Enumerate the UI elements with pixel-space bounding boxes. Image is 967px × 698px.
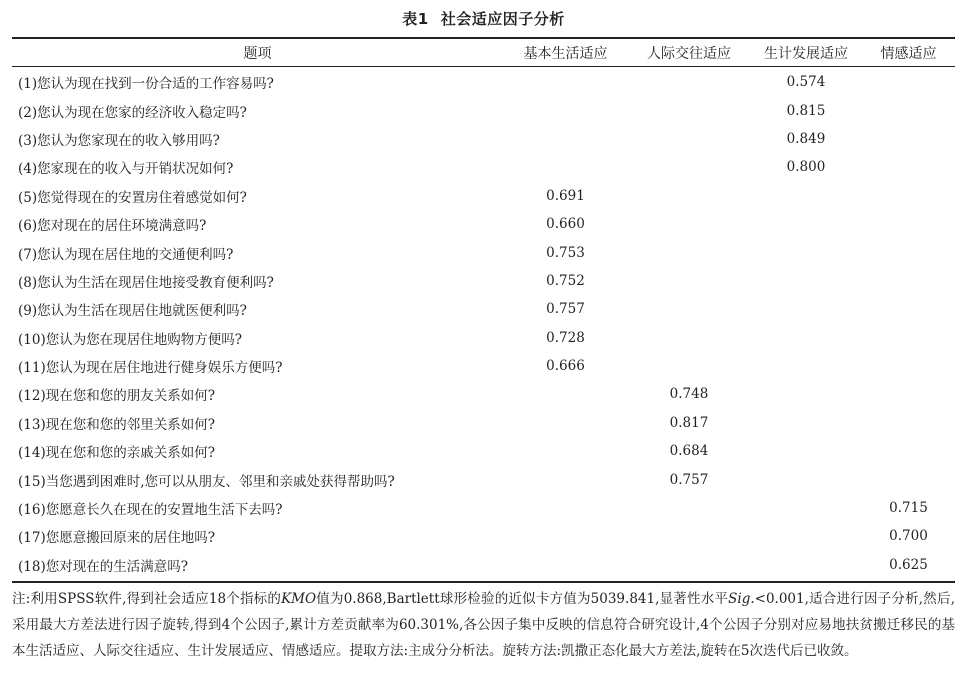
table-body bbox=[12, 66, 955, 579]
loading-cell bbox=[628, 494, 750, 522]
loading-cell: 0.800 bbox=[786, 159, 826, 176]
loading-cell bbox=[503, 125, 628, 153]
loading-cell bbox=[862, 324, 955, 352]
bottom-rule bbox=[12, 581, 955, 583]
loading-cell bbox=[750, 267, 862, 295]
loading-cell bbox=[628, 153, 750, 181]
loading-cell bbox=[628, 267, 750, 295]
loading-cell bbox=[750, 409, 862, 437]
table-header-row bbox=[12, 40, 955, 66]
column-header-emotional: 情感适应 bbox=[880, 46, 937, 62]
loading-cell bbox=[750, 522, 862, 550]
loading-cell bbox=[750, 295, 862, 323]
table-row bbox=[12, 380, 955, 408]
loading-cell bbox=[750, 238, 862, 266]
loading-cell: 0.815 bbox=[786, 102, 826, 119]
loading-cell bbox=[862, 380, 955, 408]
table-number: 表1 bbox=[402, 10, 429, 28]
loading-cell: 0.817 bbox=[669, 414, 709, 431]
item-cell: (18)您对现在的生活满意吗? bbox=[18, 558, 188, 575]
item-cell: (7)您认为现在居住地的交通便利吗? bbox=[18, 246, 234, 263]
table-row bbox=[12, 295, 955, 323]
loading-cell: 0.715 bbox=[889, 500, 928, 517]
loading-cell bbox=[862, 409, 955, 437]
loading-cell bbox=[628, 96, 750, 124]
item-cell: (8)您认为生活在现居住地接受教育便利吗? bbox=[18, 274, 274, 291]
table-row bbox=[12, 182, 955, 210]
loading-cell bbox=[628, 522, 750, 550]
loading-cell bbox=[862, 465, 955, 493]
loading-cell bbox=[862, 238, 955, 266]
table-row bbox=[12, 238, 955, 266]
top-rule bbox=[12, 37, 955, 39]
note-sig: Sig. bbox=[728, 591, 755, 607]
loading-cell: 0.752 bbox=[546, 272, 585, 289]
loading-cell bbox=[750, 324, 862, 352]
loading-cell bbox=[503, 96, 628, 124]
loading-cell bbox=[750, 210, 862, 238]
column-header-livelihood: 生计发展适应 bbox=[764, 46, 848, 62]
item-cell: (17)您愿意搬回原来的居住地吗? bbox=[18, 530, 215, 547]
item-cell: (5)您觉得现在的安置房住着感觉如何? bbox=[18, 189, 247, 206]
item-cell: (10)您认为您在现居住地购物方便吗? bbox=[18, 331, 242, 348]
loading-cell bbox=[750, 551, 862, 579]
table-row bbox=[12, 324, 955, 352]
item-cell: (3)您认为您家现在的收入够用吗? bbox=[18, 132, 220, 149]
loading-cell: 0.753 bbox=[546, 244, 585, 261]
table-title bbox=[0, 8, 967, 29]
loading-cell bbox=[628, 352, 750, 380]
loading-cell bbox=[750, 437, 862, 465]
loading-cell bbox=[628, 324, 750, 352]
loading-cell bbox=[750, 352, 862, 380]
loading-cell: 0.574 bbox=[786, 74, 826, 91]
loading-cell bbox=[503, 409, 628, 437]
loading-cell bbox=[750, 182, 862, 210]
table-row bbox=[12, 437, 955, 465]
table-row bbox=[12, 96, 955, 124]
loading-cell bbox=[628, 125, 750, 153]
factor-table bbox=[12, 40, 955, 579]
item-cell: (12)现在您和您的朋友关系如何? bbox=[18, 388, 215, 405]
table-row bbox=[12, 522, 955, 550]
item-cell: (1)您认为现在找到一份合适的工作容易吗? bbox=[18, 76, 274, 93]
loading-cell bbox=[750, 494, 862, 522]
loading-cell bbox=[862, 352, 955, 380]
note-kmo: KMO bbox=[281, 591, 317, 607]
loading-cell bbox=[750, 380, 862, 408]
loading-cell: 0.728 bbox=[546, 329, 585, 346]
loading-cell bbox=[862, 96, 955, 124]
loading-cell: 0.757 bbox=[546, 301, 585, 318]
loading-cell bbox=[862, 66, 955, 96]
table-row bbox=[12, 465, 955, 493]
column-header-item: 题项 bbox=[243, 46, 272, 62]
loading-cell bbox=[628, 66, 750, 96]
loading-cell: 0.660 bbox=[546, 216, 585, 233]
column-header-interpersonal: 人际交往适应 bbox=[647, 46, 731, 62]
loading-cell bbox=[503, 522, 628, 550]
table-row bbox=[12, 66, 955, 96]
item-cell: (13)现在您和您的邻里关系如何? bbox=[18, 416, 215, 433]
loading-cell: 0.849 bbox=[786, 130, 826, 147]
item-cell: (15)当您遇到困难时,您可以从朋友、邻里和亲戚处获得帮助吗? bbox=[18, 473, 395, 490]
table-row bbox=[12, 210, 955, 238]
column-header-basic-life: 基本生活适应 bbox=[523, 46, 608, 62]
table-row bbox=[12, 551, 955, 579]
item-cell: (16)您愿意长久在现在的安置地生活下去吗? bbox=[18, 502, 283, 519]
item-cell: (2)您认为现在您家的经济收入稳定吗? bbox=[18, 104, 247, 121]
loading-cell bbox=[503, 380, 628, 408]
loading-cell bbox=[503, 551, 628, 579]
loading-cell bbox=[503, 66, 628, 96]
table-row bbox=[12, 267, 955, 295]
loading-cell bbox=[862, 437, 955, 465]
note-text-3: <0.001,适合进行因子分析,然后,采用最大方差法进行因子旋转,得到4个公因子,累计方差贡献率为60.301%,各公因子集中反映的信息符合研究设计,4个公因子分别对应易地扶贫搬迁移民的基本生活适应、人际交往适应、生计发展适应、情感适应。提取方法:主成分分析法。旋转方法:凯撒正态化最大方差法,旋转在5次迭代后已收敛。 bbox=[12, 591, 955, 659]
loading-cell bbox=[503, 465, 628, 493]
loading-cell bbox=[503, 153, 628, 181]
loading-cell bbox=[628, 238, 750, 266]
loading-cell bbox=[750, 465, 862, 493]
loading-cell bbox=[628, 551, 750, 579]
loading-cell bbox=[862, 182, 955, 210]
item-cell: (14)现在您和您的亲戚关系如何? bbox=[18, 445, 215, 462]
loading-cell: 0.757 bbox=[669, 471, 709, 488]
item-cell: (6)您对现在的居住环境满意吗? bbox=[18, 218, 207, 235]
loading-cell: 0.691 bbox=[546, 187, 585, 204]
loading-cell bbox=[862, 267, 955, 295]
table-row bbox=[12, 494, 955, 522]
loading-cell: 0.684 bbox=[669, 443, 709, 460]
table-note bbox=[12, 586, 955, 664]
note-text-2: 值为0.868,Bartlett球形检验的近似卡方值为5039.841,显著性水平 bbox=[316, 591, 729, 607]
table-row bbox=[12, 125, 955, 153]
loading-cell: 0.748 bbox=[669, 386, 709, 403]
loading-cell bbox=[503, 494, 628, 522]
item-cell: (4)您家现在的收入与开销状况如何? bbox=[18, 161, 234, 178]
table-row bbox=[12, 153, 955, 181]
table-title-text: 社会适应因子分析 bbox=[440, 10, 565, 28]
loading-cell: 0.625 bbox=[889, 556, 928, 573]
table-row bbox=[12, 352, 955, 380]
item-cell: (11)您认为现在居住地进行健身娱乐方便吗? bbox=[18, 360, 283, 377]
loading-cell bbox=[628, 210, 750, 238]
loading-cell bbox=[862, 153, 955, 181]
loading-cell bbox=[628, 295, 750, 323]
note-text-1: 注:利用SPSS软件,得到社会适应18个指标的 bbox=[12, 591, 282, 607]
loading-cell bbox=[862, 295, 955, 323]
loading-cell bbox=[862, 210, 955, 238]
item-cell: (9)您认为生活在现居住地就医便利吗? bbox=[18, 303, 247, 320]
loading-cell bbox=[503, 437, 628, 465]
table-row bbox=[12, 409, 955, 437]
loading-cell: 0.700 bbox=[889, 528, 928, 545]
loading-cell bbox=[862, 125, 955, 153]
loading-cell: 0.666 bbox=[546, 358, 585, 375]
loading-cell bbox=[628, 182, 750, 210]
